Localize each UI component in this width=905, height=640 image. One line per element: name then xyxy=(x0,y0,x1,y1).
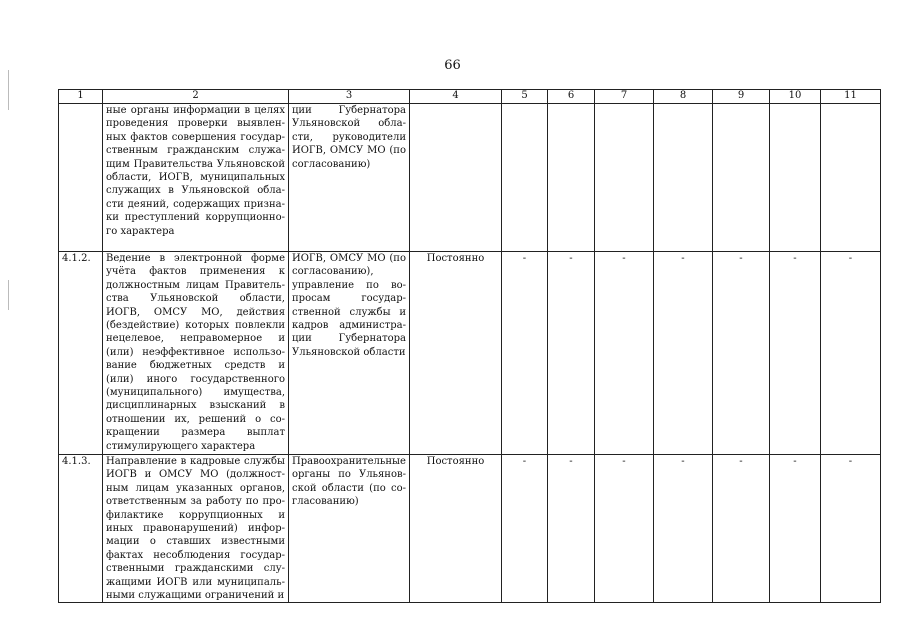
table-row xyxy=(59,104,881,252)
value-cell: - xyxy=(595,252,654,455)
executor-text: Правоохранительные органы по Ульяновской области (по согласованию) xyxy=(289,455,410,603)
margin-mark xyxy=(8,280,9,310)
column-header: 9 xyxy=(713,90,770,104)
measure-text: Направление в кадровые службы ИОГВ и ОМСУ МО (должностным лицам указанных органов, ответственным за работу по профилактике коррупционных и иных правонарушений) информации о ставших известными фактах несоблюдения государственными гражданскими служащими ИОГВ или муниципальными служащими ограничений и xyxy=(103,455,289,603)
value-cell xyxy=(502,104,548,252)
value-cell: - xyxy=(654,252,713,455)
column-header: 5 xyxy=(502,90,548,104)
value-cell: - xyxy=(713,455,770,603)
column-header: 3 xyxy=(289,90,410,104)
value-cell: - xyxy=(654,455,713,603)
executor-text: ИОГВ, ОМСУ МО (по согласованию), управление по вопросам государственной службы и кадров администрации Губернатора Ульяновской области xyxy=(289,252,410,455)
executor-text: ции Губернатора Ульяновской области, руководители ИОГВ, ОМСУ МО (по согласованию) xyxy=(289,104,410,252)
term-text: Постоянно xyxy=(410,455,502,603)
value-cell xyxy=(713,104,770,252)
column-header: 6 xyxy=(548,90,595,104)
value-cell: - xyxy=(713,252,770,455)
column-header: 11 xyxy=(821,90,881,104)
item-number: 4.1.3. xyxy=(59,455,103,603)
column-header: 8 xyxy=(654,90,713,104)
term-text xyxy=(410,104,502,252)
column-header: 2 xyxy=(103,90,289,104)
margin-mark xyxy=(8,70,9,110)
value-cell xyxy=(595,104,654,252)
value-cell xyxy=(821,104,881,252)
item-number: 4.1.2. xyxy=(59,252,103,455)
measure-text: ные органы информации в целях проведения проверки выявленных фактов совершения государственным гражданским служащим Правительства Ульяновской области, ИОГВ, муниципальных служащих в Ульяновской области деяний, содержащих признаки преступлений коррупционного характера xyxy=(103,104,289,252)
value-cell xyxy=(548,104,595,252)
column-header: 1 xyxy=(59,90,103,104)
term-text: Постоянно xyxy=(410,252,502,455)
value-cell: - xyxy=(821,252,881,455)
value-cell: - xyxy=(548,252,595,455)
value-cell: - xyxy=(502,252,548,455)
value-cell: - xyxy=(770,252,821,455)
measures-table xyxy=(58,89,881,603)
table-row xyxy=(59,455,881,603)
value-cell: - xyxy=(502,455,548,603)
value-cell: - xyxy=(770,455,821,603)
item-number xyxy=(59,104,103,252)
value-cell xyxy=(770,104,821,252)
column-header: 4 xyxy=(410,90,502,104)
measure-text: Ведение в электронной форме учёта фактов применения к должностным лицам Правительства Ульяновской области, ИОГВ, ОМСУ МО, действия (бездействие) которых повлекли нецелевое, неправомерное и (или) неэффективное использование бюджетных средств и (или) иного государственного (муниципального) имущества, дисциплинарных взысканий в отношении их, решений о сокращении размера выплат стимулирующего характера xyxy=(103,252,289,455)
page-number: 66 xyxy=(444,58,461,73)
value-cell xyxy=(654,104,713,252)
column-header: 10 xyxy=(770,90,821,104)
column-header: 7 xyxy=(595,90,654,104)
header-row xyxy=(59,90,881,104)
value-cell: - xyxy=(548,455,595,603)
table-row xyxy=(59,252,881,455)
value-cell: - xyxy=(595,455,654,603)
value-cell: - xyxy=(821,455,881,603)
